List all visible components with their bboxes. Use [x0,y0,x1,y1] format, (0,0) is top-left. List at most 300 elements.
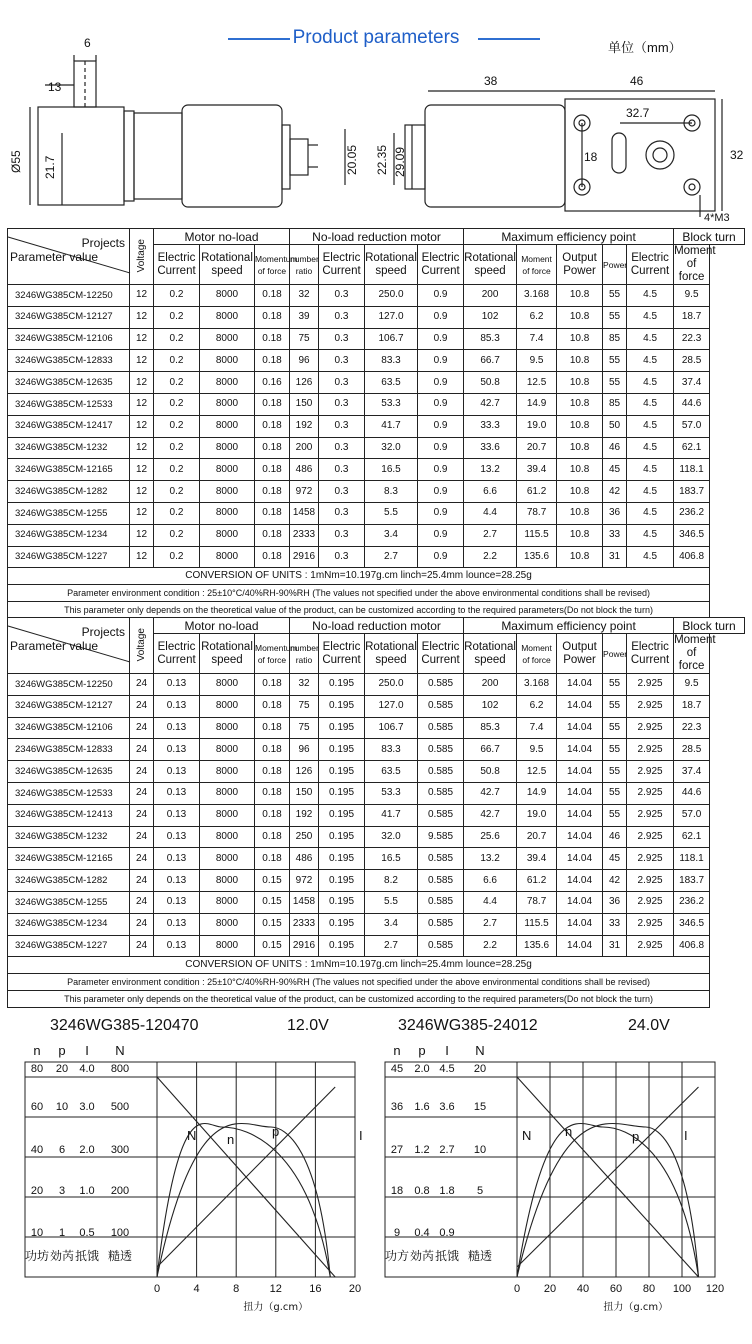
table-row [8,524,745,546]
value-cell: 10.8 [557,328,603,350]
value-cell: 6.6 [464,870,517,892]
value-cell: 0.195 [319,717,365,739]
value-cell: 0.18 [255,739,290,761]
value-cell: 406.8 [674,546,710,568]
scale-head: p [418,1043,426,1058]
value-cell: 0.13 [154,870,200,892]
scale-value: 0.9 [439,1227,455,1239]
spec-table-12v [7,228,745,619]
value-cell: 13.2 [464,848,517,870]
value-cell: 250.0 [365,674,418,696]
x-axis-label: 扭力（g.cm） [603,1302,669,1313]
value-cell: 66.7 [464,739,517,761]
value-cell: 0.2 [154,285,200,307]
table-row [8,350,745,372]
value-cell: 8000 [200,870,255,892]
value-cell: 39 [290,306,319,328]
value-cell: 0.18 [255,524,290,546]
value-cell: 63.5 [365,761,418,783]
value-cell: 75 [290,695,319,717]
value-cell: 10.8 [557,285,603,307]
scale-head: p [58,1043,66,1058]
corner-header-cell [8,618,130,674]
value-cell: 0.15 [255,935,290,957]
value-cell: 0.3 [319,393,365,415]
value-cell: 75 [290,328,319,350]
column-header: Electric Current [627,634,674,674]
scale-head: I [445,1043,449,1058]
value-cell: 8000 [200,674,255,696]
value-cell: 2.925 [627,848,674,870]
value-cell: 4.5 [627,546,674,568]
note-environment: Parameter environment condition : 25±10°C/40%RH-90%RH (The values not specified under the above environmental conditions shall be revised) [8,585,710,602]
value-cell: 0.2 [154,372,200,394]
curve-label: n [227,1132,235,1147]
value-cell: 55 [603,804,627,826]
dim-text: 32.7 [626,106,650,120]
column-header: Electric Current [154,245,200,285]
table-row [8,415,745,437]
column-header: Rotational speed [200,634,255,674]
value-cell: 6.2 [517,695,557,717]
value-cell: 0.585 [418,891,464,913]
x-tick-label: 120 [705,1283,725,1295]
value-cell: 61.2 [517,481,557,503]
value-cell: 8000 [200,913,255,935]
chart-voltage: 24.0V [628,1017,670,1034]
value-cell: 2.925 [627,826,674,848]
value-cell: 14.04 [557,739,603,761]
value-cell: 24 [130,674,154,696]
table-row [8,481,745,503]
value-cell: 4.5 [627,502,674,524]
value-cell: 0.195 [319,848,365,870]
value-cell: 8000 [200,328,255,350]
value-cell: 8000 [200,717,255,739]
scale-value: 1.2 [414,1144,430,1156]
model-cell: 3246WG385CM-12250 [8,285,130,307]
value-cell: 0.195 [319,739,365,761]
model-cell: 3246WG385CM-12533 [8,782,130,804]
value-cell: 2916 [290,935,319,957]
value-cell: 14.9 [517,393,557,415]
value-cell: 2.925 [627,761,674,783]
value-cell: 85 [603,393,627,415]
value-cell: 12 [130,393,154,415]
curve-label: p [632,1129,640,1144]
curve-I [517,1087,699,1267]
axis-unit-label: 糙透 [107,1249,133,1263]
value-cell: 61.2 [517,870,557,892]
value-cell: 50 [603,415,627,437]
voltage-label: Voltage [135,238,147,273]
value-cell: 55 [603,695,627,717]
value-cell: 0.18 [255,826,290,848]
value-cell: 25.6 [464,826,517,848]
scale-value: 5 [476,1185,484,1197]
value-cell: 0.18 [255,695,290,717]
model-cell: 3246WG385CM-12165 [8,848,130,870]
value-cell: 14.04 [557,782,603,804]
value-cell: 0.195 [319,782,365,804]
value-cell: 2.925 [627,891,674,913]
value-cell: 486 [290,459,319,481]
value-cell: 41.7 [365,415,418,437]
dim-text: 4*M3 [704,212,730,224]
scale-value: 10 [473,1144,487,1156]
dim-text: 20.05 [345,144,359,175]
dim-text: 21.7 [43,155,57,179]
value-cell: 44.6 [674,782,710,804]
value-cell: 0.3 [319,372,365,394]
value-cell: 0.15 [255,891,290,913]
value-cell: 0.195 [319,826,365,848]
value-cell: 0.18 [255,393,290,415]
value-cell: 10.8 [557,306,603,328]
note-theoretical: This parameter only depends on the theoretical value of the product, can be customized according to the required parameters(Do not block the turn) [8,602,710,619]
column-header: Electric Current [319,634,365,674]
value-cell: 0.585 [418,717,464,739]
value-cell: 0.3 [319,502,365,524]
value-cell: 0.585 [418,913,464,935]
value-cell: 12 [130,546,154,568]
value-cell: 0.3 [319,415,365,437]
group-header: Maximum efficiency point [464,618,674,634]
value-cell: 10.8 [557,437,603,459]
value-cell: 14.04 [557,826,603,848]
value-cell: 50.8 [464,372,517,394]
value-cell: 0.3 [319,459,365,481]
table-row [8,891,745,913]
scale-value: 15 [473,1101,487,1113]
dim-text: 6 [84,36,91,50]
value-cell: 4.5 [627,350,674,372]
value-cell: 0.9 [418,372,464,394]
value-cell: 14.04 [557,761,603,783]
value-cell: 24 [130,782,154,804]
value-cell: 14.9 [517,782,557,804]
value-cell: 8000 [200,481,255,503]
value-cell: 13.2 [464,459,517,481]
value-cell: 0.18 [255,546,290,568]
value-cell: 4.5 [627,524,674,546]
value-cell: 0.9 [418,350,464,372]
value-cell: 22.3 [674,328,710,350]
model-cell: 3246WG385CM-12127 [8,306,130,328]
scale-value: 300 [110,1144,130,1156]
model-cell: 3246WG385CM-1232 [8,437,130,459]
spec-table-24v [7,617,745,1008]
value-cell: 55 [603,350,627,372]
value-cell: 0.9 [418,459,464,481]
value-cell: 0.13 [154,695,200,717]
value-cell: 0.13 [154,891,200,913]
axis-unit-label: 効芮 [49,1249,75,1263]
value-cell: 4.5 [627,437,674,459]
value-cell: 85.3 [464,717,517,739]
value-cell: 0.2 [154,546,200,568]
table-row [8,739,745,761]
scale-value: 80 [30,1063,44,1075]
value-cell: 10.8 [557,502,603,524]
value-cell: 0.9 [418,481,464,503]
header [0,0,752,60]
curve-n [157,1123,330,1277]
scale-value: 2.7 [439,1144,455,1156]
value-cell: 14.04 [557,891,603,913]
value-cell: 0.18 [255,782,290,804]
value-cell: 8000 [200,695,255,717]
value-cell: 135.6 [517,546,557,568]
value-cell: 10.8 [557,524,603,546]
value-cell: 2.7 [365,935,418,957]
voltage-header-cell [130,229,154,285]
value-cell: 8000 [200,546,255,568]
value-cell: 0.585 [418,761,464,783]
value-cell: 2.925 [627,674,674,696]
value-cell: 150 [290,782,319,804]
value-cell: 0.18 [255,328,290,350]
chart-voltage: 12.0V [287,1017,329,1034]
value-cell: 0.2 [154,328,200,350]
chart-svg [15,1010,375,1340]
value-cell: 2.2 [464,546,517,568]
value-cell: 0.2 [154,524,200,546]
table-row [8,372,745,394]
value-cell: 0.585 [418,782,464,804]
value-cell: 0.585 [418,695,464,717]
value-cell: 24 [130,848,154,870]
chart-model-title: 3246WG385-120470 [50,1017,199,1034]
value-cell: 53.3 [365,782,418,804]
value-cell: 85.3 [464,328,517,350]
scale-value: 0.8 [414,1185,430,1197]
value-cell: 55 [603,674,627,696]
value-cell: 5.5 [365,502,418,524]
value-cell: 45 [603,848,627,870]
value-cell: 37.4 [674,372,710,394]
value-cell: 0.15 [255,913,290,935]
title-right-line [478,38,540,40]
value-cell: 8000 [200,739,255,761]
value-cell: 0.195 [319,761,365,783]
value-cell: 14.04 [557,848,603,870]
value-cell: 115.5 [517,524,557,546]
value-cell: 14.04 [557,935,603,957]
model-cell: 3246WG385CM-12106 [8,328,130,350]
value-cell: 66.7 [464,350,517,372]
value-cell: 2.925 [627,717,674,739]
value-cell: 8.3 [365,481,418,503]
value-cell: 32 [290,285,319,307]
column-header: Moment of force [674,245,716,283]
group-header: No-load reduction motor [290,618,464,634]
value-cell: 24 [130,761,154,783]
value-cell: 0.3 [319,285,365,307]
value-cell: 2.2 [464,935,517,957]
column-header: Electric Current [627,245,674,285]
scale-head: N [475,1043,485,1058]
value-cell: 0.18 [255,674,290,696]
value-cell: 0.18 [255,761,290,783]
value-cell: 0.585 [418,870,464,892]
value-cell: 0.2 [154,393,200,415]
dim-text: 46 [630,74,644,88]
x-tick-label: 40 [576,1283,590,1295]
value-cell: 14.04 [557,913,603,935]
group-header: Block turn [674,229,745,245]
value-cell: 0.9 [418,502,464,524]
value-cell: 42.7 [464,393,517,415]
value-cell: 24 [130,739,154,761]
note-row [8,568,745,585]
value-cell: 250 [290,826,319,848]
value-cell: 127.0 [365,695,418,717]
value-cell: 62.1 [674,826,710,848]
value-cell: 33 [603,913,627,935]
scale-value: 10 [30,1227,44,1239]
value-cell: 3.4 [365,913,418,935]
column-header: Power [603,245,627,285]
value-cell: 4.5 [627,372,674,394]
value-cell: 32.0 [365,826,418,848]
table-row [8,285,745,307]
value-cell: 2.925 [627,695,674,717]
value-cell: 0.9 [418,393,464,415]
value-cell: 96 [290,350,319,372]
table-row [8,848,745,870]
value-cell: 0.18 [255,717,290,739]
value-cell: 0.195 [319,913,365,935]
note-row [8,974,745,991]
value-cell: 2.925 [627,782,674,804]
value-cell: 33.3 [464,415,517,437]
curve-n [517,1123,699,1277]
model-cell: 3246WG385CM-1227 [8,546,130,568]
table-row [8,870,745,892]
value-cell: 42 [603,870,627,892]
scale-value: 18 [390,1185,404,1197]
value-cell: 0.18 [255,459,290,481]
axis-unit-label: 功方 [384,1249,410,1263]
value-cell: 42.7 [464,804,517,826]
model-cell: 3246WG385CM-1282 [8,481,130,503]
value-cell: 39.4 [517,848,557,870]
motor-body [182,105,282,207]
group-header: Maximum efficiency point [464,229,674,245]
value-cell: 44.6 [674,393,710,415]
value-cell: 10.8 [557,393,603,415]
value-cell: 62.1 [674,437,710,459]
value-cell: 8000 [200,415,255,437]
value-cell: 31 [603,935,627,957]
value-cell: 24 [130,870,154,892]
value-cell: 0.2 [154,481,200,503]
curve-label: N [522,1128,532,1143]
value-cell: 200 [464,674,517,696]
value-cell: 2333 [290,524,319,546]
value-cell: 0.2 [154,415,200,437]
value-cell: 0.2 [154,306,200,328]
table-row [8,761,745,783]
characteristic-chart-12v [15,1010,375,1340]
column-header: Rotational speed [365,245,418,285]
model-cell: 3246WG385CM-1232 [8,826,130,848]
value-cell: 83.3 [365,350,418,372]
x-tick-label: 16 [309,1283,322,1295]
value-cell: 4.5 [627,415,674,437]
value-cell: 0.18 [255,437,290,459]
value-cell: 0.13 [154,674,200,696]
model-cell: 2346WG385CM-12833 [8,739,130,761]
value-cell: 39.4 [517,459,557,481]
value-cell: 19.0 [517,415,557,437]
dim-text: 38 [484,74,498,88]
column-header: Output Power [557,634,603,674]
value-cell: 55 [603,782,627,804]
value-cell: 0.2 [154,350,200,372]
value-cell: 55 [603,372,627,394]
scale-value: 27 [390,1144,404,1156]
scale-value: 1 [58,1227,66,1239]
value-cell: 45 [603,459,627,481]
column-header: Rotational speed [464,634,517,674]
value-cell: 32 [290,674,319,696]
value-cell: 0.13 [154,848,200,870]
model-cell: 3246WG385CM-1255 [8,891,130,913]
model-cell: 3246WG385CM-12635 [8,372,130,394]
table-row [8,437,745,459]
value-cell: 24 [130,913,154,935]
table-row [8,782,745,804]
value-cell: 33.6 [464,437,517,459]
scale-value: 6 [58,1144,66,1156]
value-cell: 0.2 [154,437,200,459]
value-cell: 16.5 [365,848,418,870]
value-cell: 8000 [200,350,255,372]
value-cell: 12.5 [517,372,557,394]
table-row [8,328,745,350]
value-cell: 4.5 [627,393,674,415]
corner-header-cell [8,229,130,285]
scale-value: 4.5 [439,1063,455,1075]
scale-value: 500 [110,1101,130,1113]
value-cell: 0.16 [255,372,290,394]
table-row [8,935,745,957]
value-cell: 0.195 [319,870,365,892]
value-cell: 0.13 [154,826,200,848]
x-tick-label: 60 [609,1283,623,1295]
value-cell: 4.5 [627,481,674,503]
value-cell: 150 [290,393,319,415]
dim-text: 13 [48,80,62,94]
group-header: No-load reduction motor [290,229,464,245]
column-header: Moment of force [517,245,557,285]
scale-value: 2.0 [79,1144,95,1156]
note-row [8,585,745,602]
value-cell: 0.18 [255,804,290,826]
table-row [8,717,745,739]
value-cell: 57.0 [674,804,710,826]
value-cell: 9.5 [517,350,557,372]
value-cell: 57.0 [674,415,710,437]
voltage-header-cell [130,618,154,674]
dim-text: Ø55 [9,150,23,173]
table-row [8,459,745,481]
column-header: Electric Current [154,634,200,674]
scale-value: 3 [58,1185,66,1197]
value-cell: 78.7 [517,891,557,913]
